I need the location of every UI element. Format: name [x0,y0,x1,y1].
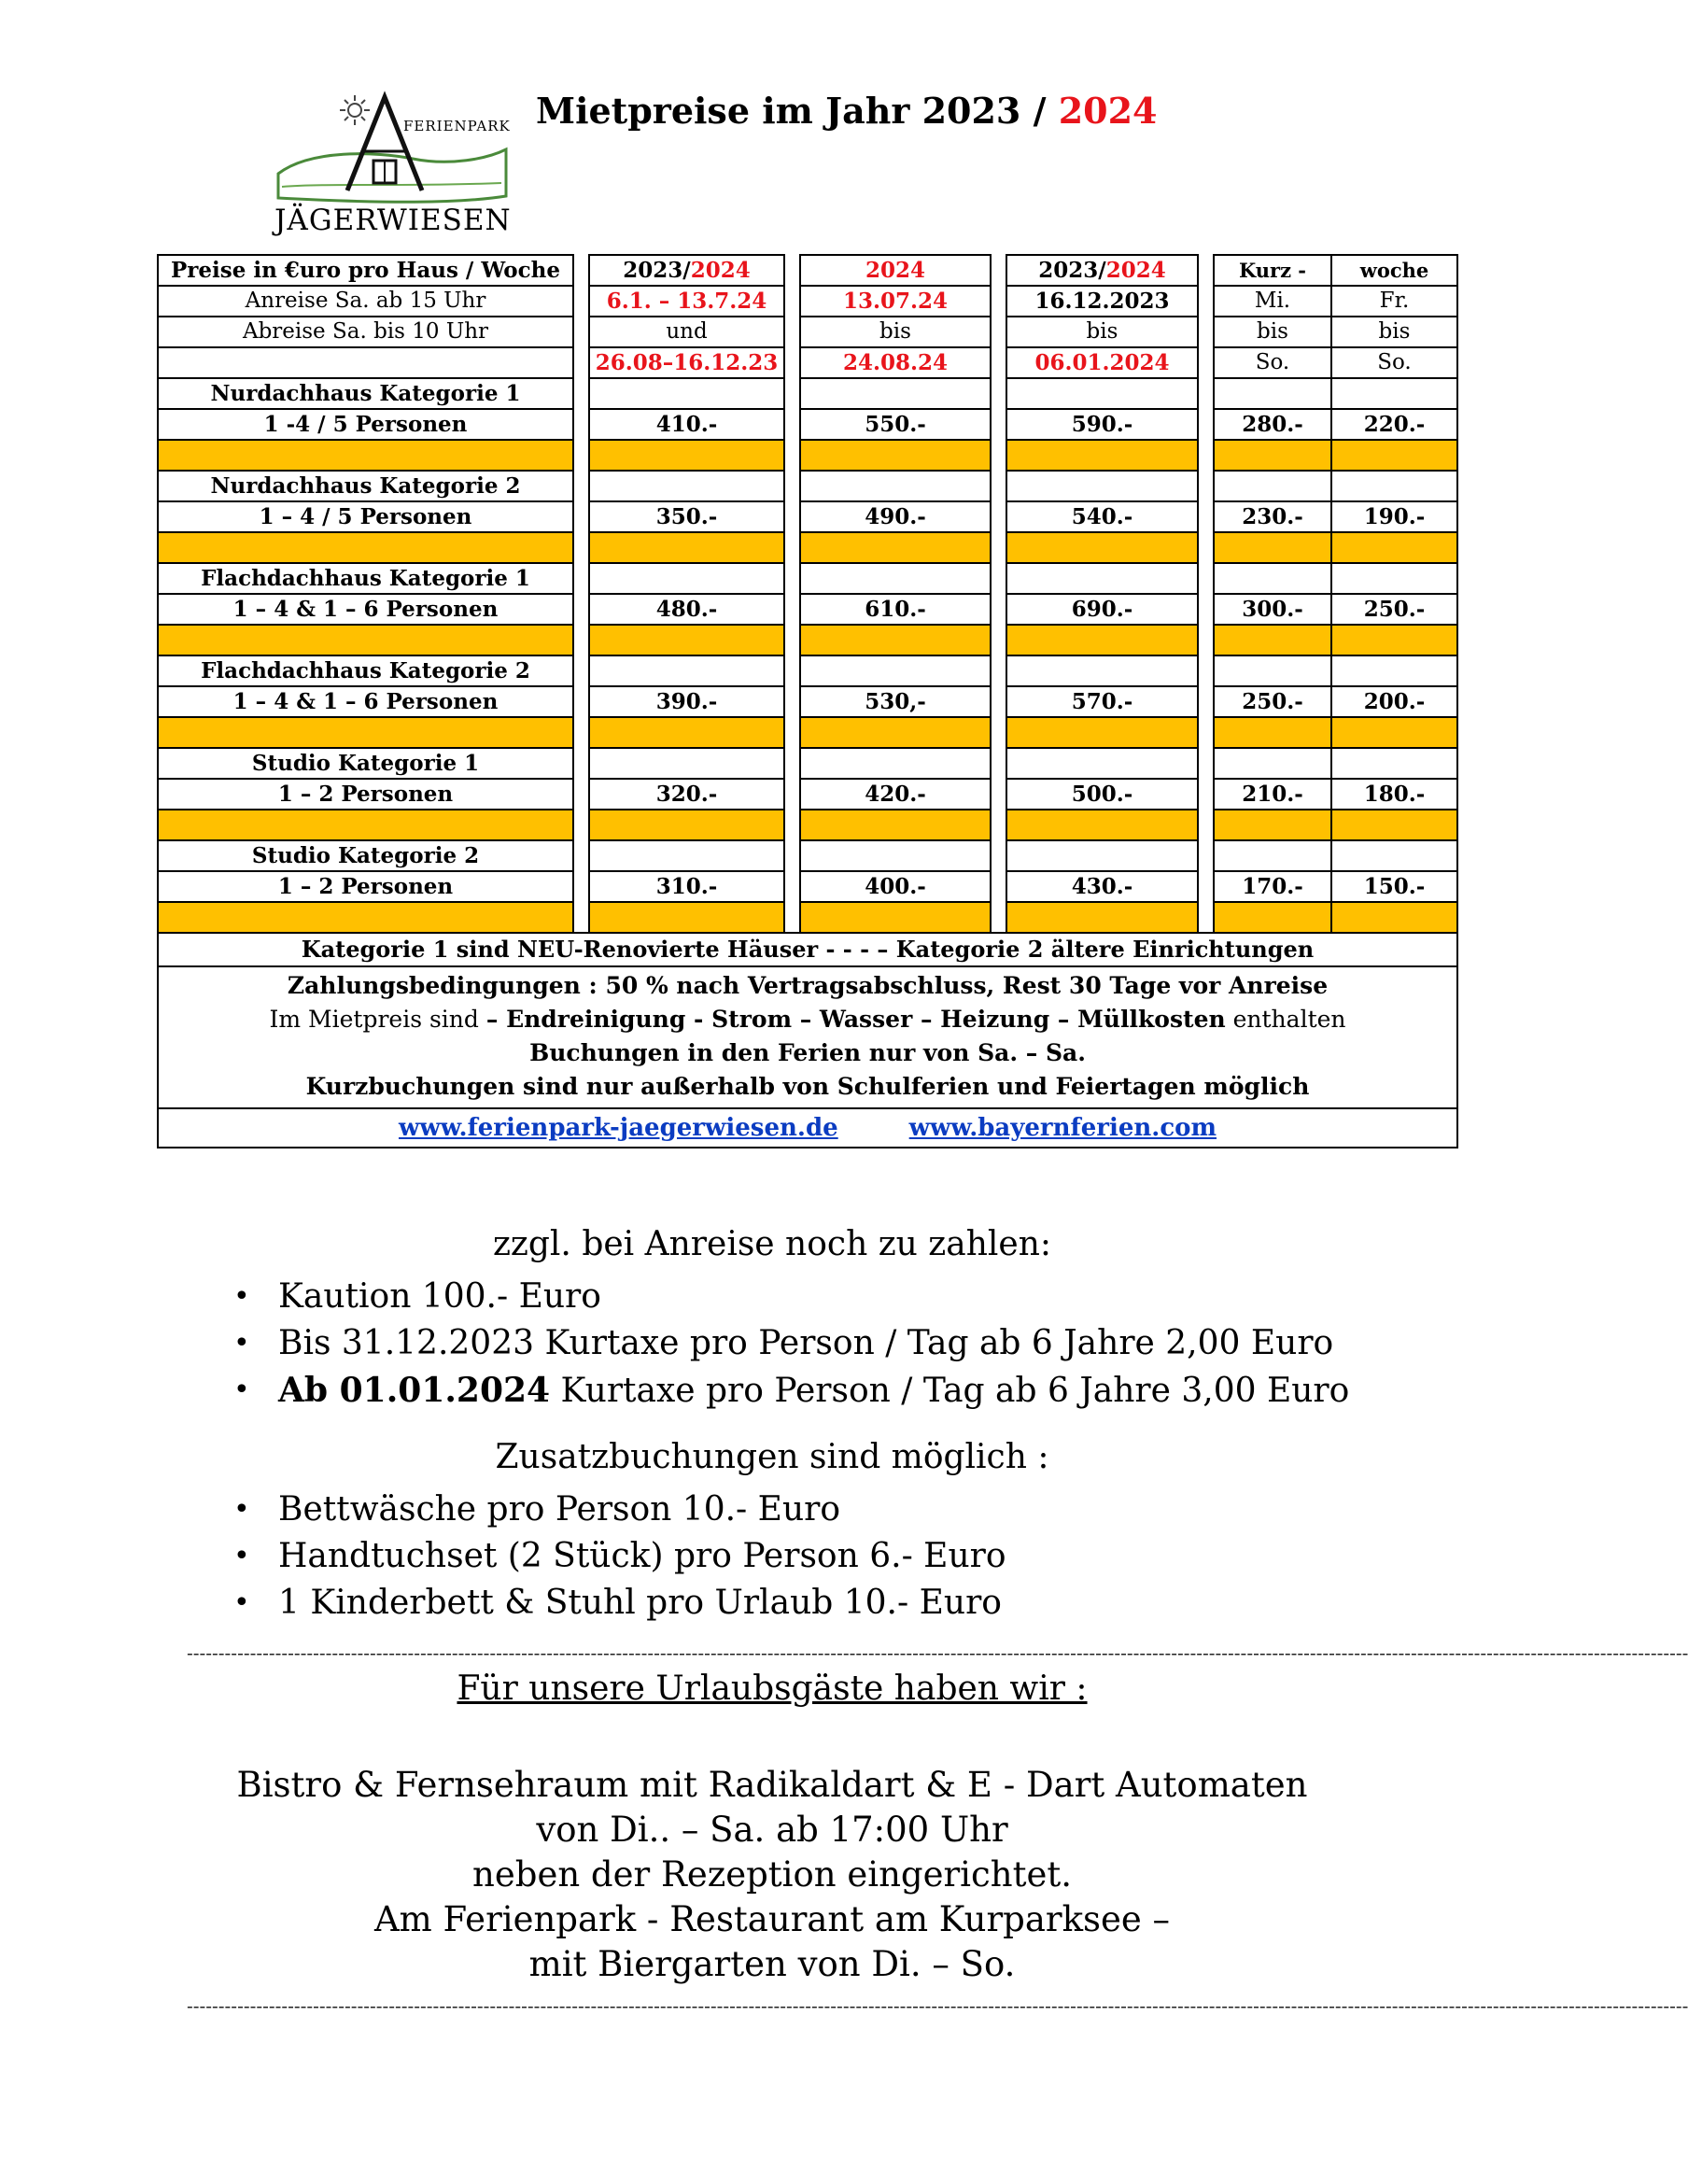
price-col-2: 490.- [800,501,991,532]
guests-line: mit Biergarten von Di. – So. [528,1944,1016,1984]
highlight-cell [800,717,991,748]
period-col-1: 26.08–16.12.23 [589,347,784,378]
period-col-1: und [589,317,784,347]
empty-cell [1214,563,1331,594]
gap-cell [991,563,1006,594]
arrival-heading: zzgl. bei Anreise noch zu zahlen: [492,1225,1052,1263]
gap-cell [573,779,589,810]
price-col-2: 550.- [800,409,991,440]
gap-cell [573,686,589,717]
empty-cell [1331,840,1457,871]
highlight-cell [1214,810,1331,840]
gap-cell [991,409,1006,440]
highlight-cell [158,625,573,655]
list-item: • 1 Kinderbett & Stuhl pro Urlaub 10.- Euro [233,1580,1006,1627]
price-col-5: 190.- [1331,501,1457,532]
empty-cell [1214,471,1331,501]
logo-bottom-text: JÄGERWIESEN [274,204,512,237]
category-note-row [158,933,1457,966]
extras-list [233,1487,1006,1627]
highlight-cell [589,902,784,933]
header-col-4: Kurz - [1214,255,1331,286]
gap-cell [784,532,800,563]
gap-cell [573,594,589,625]
period-label [158,347,573,378]
guests-line: Am Ferienpark - Restaurant am Kurparksee – [373,1899,1171,1939]
gap-cell [1198,686,1214,717]
gap-cell [573,317,589,347]
empty-cell [589,471,784,501]
category-name-row [158,840,1457,871]
gap-cell [1198,255,1214,286]
category-name-row [158,655,1457,686]
gap-cell [1198,286,1214,317]
period-col-4: So. [1214,347,1331,378]
highlight-cell [800,810,991,840]
price-col-2: 610.- [800,594,991,625]
empty-cell [1006,840,1198,871]
category-persons: 1 – 4 & 1 – 6 Personen [158,594,573,625]
category-price-row [158,686,1457,717]
gap-cell [784,471,800,501]
period-col-1: 6.1. – 13.7.24 [589,286,784,317]
category-persons: 1 – 2 Personen [158,871,573,902]
price-col-1: 310.- [589,871,784,902]
period-col-3: 16.12.2023 [1006,286,1198,317]
period-col-2: bis [800,317,991,347]
empty-cell [800,563,991,594]
guests-line: neben der Rezeption eingerichtet. [472,1854,1072,1895]
gap-cell [573,717,589,748]
highlight-row [158,532,1457,563]
gap-cell [1198,501,1214,532]
gap-cell [991,686,1006,717]
highlight-cell [158,902,573,933]
empty-cell [800,378,991,409]
list-item: • Kaution 100.- Euro [233,1274,1349,1320]
empty-cell [800,840,991,871]
highlight-row [158,810,1457,840]
header-label: Preise in €uro pro Haus / Woche [158,255,573,286]
category-name: Studio Kategorie 2 [158,840,573,871]
highlight-cell [589,440,784,471]
category-price-row [158,409,1457,440]
price-col-5: 200.- [1331,686,1457,717]
gap-cell [991,717,1006,748]
gap-cell [991,840,1006,871]
gap-cell [991,779,1006,810]
price-col-4: 230.- [1214,501,1331,532]
gap-cell [1198,902,1214,933]
gap-cell [573,347,589,378]
highlight-cell [158,717,573,748]
gap-cell [573,378,589,409]
price-col-5: 150.- [1331,871,1457,902]
category-persons: 1 – 4 / 5 Personen [158,501,573,532]
highlight-cell [158,810,573,840]
gap-cell [991,501,1006,532]
category-persons: 1 – 4 & 1 – 6 Personen [158,686,573,717]
category-name-row [158,378,1457,409]
gap-cell [784,563,800,594]
empty-cell [1331,563,1457,594]
gap-cell [573,471,589,501]
period-col-2: 13.07.24 [800,286,991,317]
price-col-3: 500.- [1006,779,1198,810]
terms-block [158,966,1457,1108]
gap-cell [991,748,1006,779]
category-persons: 1 -4 / 5 Personen [158,409,573,440]
price-col-2: 530,- [800,686,991,717]
gap-cell [991,625,1006,655]
empty-cell [589,748,784,779]
gap-cell [784,347,800,378]
gap-cell [991,255,1006,286]
gap-cell [784,625,800,655]
price-col-5: 180.- [1331,779,1457,810]
gap-cell [1198,409,1214,440]
gap-cell [991,440,1006,471]
category-name-row [158,748,1457,779]
gap-cell [784,840,800,871]
short-booking-note: Kurzbuchungen sind nur außerhalb von Schulferien und Feiertagen möglich [305,1073,1310,1100]
empty-cell [1214,748,1331,779]
gap-cell [991,810,1006,840]
gap-cell [573,871,589,902]
gap-cell [573,409,589,440]
period-col-2: 24.08.24 [800,347,991,378]
empty-cell [1331,471,1457,501]
gap-cell [1198,317,1214,347]
gap-cell [1198,347,1214,378]
highlight-cell [800,440,991,471]
list-item: • Bettwäsche pro Person 10.- Euro [233,1487,1006,1533]
empty-cell [1331,748,1457,779]
period-col-5: Fr. [1331,286,1457,317]
highlight-row [158,625,1457,655]
gap-cell [784,871,800,902]
gap-cell [784,748,800,779]
gap-cell [1198,440,1214,471]
header-col-3: 2023/2024 [1006,255,1198,286]
empty-cell [1331,378,1457,409]
price-col-4: 280.- [1214,409,1331,440]
price-col-4: 170.- [1214,871,1331,902]
gap-cell [991,378,1006,409]
gap-cell [1198,655,1214,686]
holiday-booking-note: Buchungen in den Ferien nur von Sa. – Sa. [529,1039,1086,1066]
highlight-cell [158,440,573,471]
price-col-5: 220.- [1331,409,1457,440]
included-costs: Im Mietpreis sind – Endreinigung - Strom – Wasser – Heizung – Müllkosten enthalten [269,1006,1346,1033]
gap-cell [573,840,589,871]
highlight-cell [1331,625,1457,655]
highlight-cell [1331,810,1457,840]
highlight-cell [1006,717,1198,748]
gap-cell [784,686,800,717]
period-col-3: bis [1006,317,1198,347]
gap-cell [573,902,589,933]
category-name: Studio Kategorie 1 [158,748,573,779]
price-col-1: 480.- [589,594,784,625]
gap-cell [573,440,589,471]
category-name: Nurdachhaus Kategorie 1 [158,378,573,409]
highlight-cell [589,810,784,840]
gap-cell [573,810,589,840]
empty-cell [589,563,784,594]
divider-bottom: ---------------------------------------------------------------------------------------------------------------------------------------------------------------------------------------------------------------------------------------------- [187,1994,1688,2017]
header-col-5: woche [1331,255,1457,286]
empty-cell [589,378,784,409]
gap-cell [784,810,800,840]
highlight-cell [1006,902,1198,933]
gap-cell [573,563,589,594]
empty-cell [1331,655,1457,686]
gap-cell [1198,594,1214,625]
empty-cell [1006,471,1198,501]
gap-cell [784,594,800,625]
gap-cell [573,532,589,563]
gap-cell [784,378,800,409]
period-col-4: Mi. [1214,286,1331,317]
category-price-row [158,594,1457,625]
empty-cell [800,471,991,501]
gap-cell [1198,810,1214,840]
empty-cell [800,748,991,779]
gap-cell [1198,625,1214,655]
empty-cell [1214,378,1331,409]
category-name: Flachdachhaus Kategorie 1 [158,563,573,594]
price-col-1: 410.- [589,409,784,440]
highlight-cell [1214,440,1331,471]
price-col-3: 570.- [1006,686,1198,717]
gap-cell [1198,871,1214,902]
gap-cell [991,317,1006,347]
gap-cell [991,532,1006,563]
highlight-cell [800,532,991,563]
title-year: 2024 [1058,90,1158,132]
highlight-row [158,717,1457,748]
gap-cell [784,717,800,748]
highlight-cell [1006,532,1198,563]
gap-cell [1198,378,1214,409]
highlight-cell [800,902,991,933]
guests-heading: Für unsere Urlaubsgäste haben wir : [457,1670,1088,1708]
gap-cell [1198,471,1214,501]
gap-cell [784,655,800,686]
highlight-cell [1006,810,1198,840]
gap-cell [784,255,800,286]
logo-top-text: FERIENPARK [403,118,511,134]
highlight-row [158,902,1457,933]
price-col-4: 250.- [1214,686,1331,717]
gap-cell [1198,563,1214,594]
highlight-cell [800,625,991,655]
empty-cell [1214,655,1331,686]
gap-cell [991,347,1006,378]
gap-cell [784,440,800,471]
highlight-cell [589,532,784,563]
gap-cell [573,655,589,686]
category-persons: 1 – 2 Personen [158,779,573,810]
empty-cell [1006,655,1198,686]
gap-cell [573,748,589,779]
list-item: • Ab 01.01.2024 Kurtaxe pro Person / Tag ab 6 Jahre 3,00 Euro [233,1367,1349,1414]
price-col-1: 350.- [589,501,784,532]
empty-cell [589,655,784,686]
price-col-1: 320.- [589,779,784,810]
link-bayernferien[interactable]: www.bayernferien.com [908,1114,1217,1142]
links-cell [158,1108,1457,1148]
gap-cell [1198,779,1214,810]
ferienpark-logo [273,93,512,245]
header-col-1: 2023/2024 [589,255,784,286]
guests-line: von Di.. – Sa. ab 17:00 Uhr [536,1810,1008,1850]
list-item: • Bis 31.12.2023 Kurtaxe pro Person / Tag ab 6 Jahre 2,00 Euro [233,1320,1349,1367]
highlight-cell [1214,717,1331,748]
header-col-2: 2024 [800,255,991,286]
price-col-3: 590.- [1006,409,1198,440]
period-col-3: 06.01.2024 [1006,347,1198,378]
guests-info [0,1763,1544,1987]
highlight-cell [1331,440,1457,471]
empty-cell [1006,378,1198,409]
category-name: Flachdachhaus Kategorie 2 [158,655,573,686]
gap-cell [1198,717,1214,748]
gap-cell [573,255,589,286]
arrival-list [233,1274,1349,1414]
divider-top: ---------------------------------------------------------------------------------------------------------------------------------------------------------------------------------------------------------------------------------------------- [187,1642,1688,1664]
gap-cell [784,409,800,440]
price-col-2: 420.- [800,779,991,810]
highlight-cell [1214,625,1331,655]
gap-cell [1198,840,1214,871]
period-col-4: bis [1214,317,1331,347]
gap-cell [991,594,1006,625]
gap-cell [784,501,800,532]
gap-cell [784,779,800,810]
price-col-4: 300.- [1214,594,1331,625]
extras-heading: Zusatzbuchungen sind möglich : [495,1438,1049,1476]
empty-cell [1214,840,1331,871]
gap-cell [573,625,589,655]
highlight-cell [1331,717,1457,748]
category-price-row [158,501,1457,532]
period-col-5: So. [1331,347,1457,378]
title-prefix: Mietpreise im Jahr 2023 / [536,90,1059,132]
gap-cell [991,871,1006,902]
category-name-row [158,471,1457,501]
category-name-row [158,563,1457,594]
highlight-cell [1006,440,1198,471]
price-col-3: 540.- [1006,501,1198,532]
price-col-2: 400.- [800,871,991,902]
price-col-4: 210.- [1214,779,1331,810]
period-label: Anreise Sa. ab 15 Uhr [158,286,573,317]
gap-cell [573,286,589,317]
highlight-cell [589,717,784,748]
highlight-cell [1006,625,1198,655]
gap-cell [784,286,800,317]
gap-cell [1198,748,1214,779]
highlight-cell [1214,902,1331,933]
period-row [158,286,1457,317]
gap-cell [1198,532,1214,563]
gap-cell [784,317,800,347]
period-col-5: bis [1331,317,1457,347]
page-title [536,90,1157,132]
period-row [158,317,1457,347]
gap-cell [784,902,800,933]
links-row [158,1108,1457,1148]
gap-cell [991,471,1006,501]
empty-cell [1006,563,1198,594]
list-item: • Handtuchset (2 Stück) pro Person 6.- Euro [233,1533,1006,1580]
period-row [158,347,1457,378]
gap-cell [991,655,1006,686]
price-col-1: 390.- [589,686,784,717]
payment-terms: Zahlungsbedingungen : 50 % nach Vertragsabschluss, Rest 30 Tage vor Anreise [287,972,1329,999]
period-label: Abreise Sa. bis 10 Uhr [158,317,573,347]
empty-cell [589,840,784,871]
highlight-cell [589,625,784,655]
highlight-cell [1331,532,1457,563]
category-price-row [158,779,1457,810]
highlight-cell [1214,532,1331,563]
price-col-3: 430.- [1006,871,1198,902]
price-table [157,254,1456,1193]
link-ferienpark[interactable]: www.ferienpark-jaegerwiesen.de [398,1114,838,1142]
highlight-cell [158,532,573,563]
category-name: Nurdachhaus Kategorie 2 [158,471,573,501]
gap-cell [573,501,589,532]
highlight-row [158,440,1457,471]
highlight-cell [1331,902,1457,933]
category-note: Kategorie 1 sind NEU-Renovierte Häuser - - - – Kategorie 2 ältere Einrichtungen [158,933,1457,966]
gap-cell [991,902,1006,933]
empty-cell [1006,748,1198,779]
category-price-row [158,871,1457,902]
price-col-3: 690.- [1006,594,1198,625]
price-col-5: 250.- [1331,594,1457,625]
gap-cell [991,286,1006,317]
table-header-row [158,255,1457,286]
terms-row [158,966,1457,1108]
empty-cell [800,655,991,686]
guests-line: Bistro & Fernsehraum mit Radikaldart & E - Dart Automaten [236,1765,1308,1805]
